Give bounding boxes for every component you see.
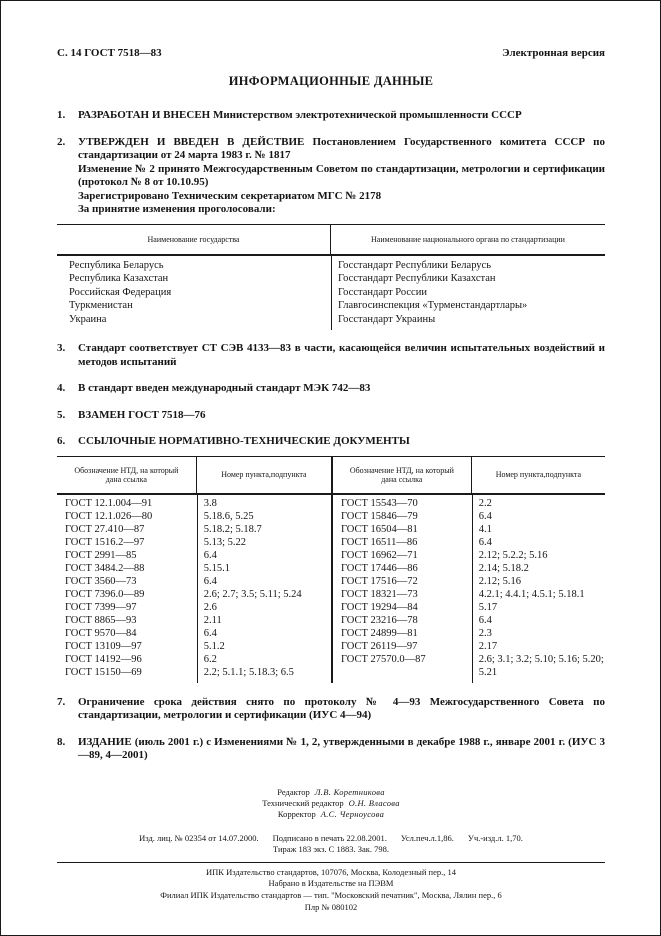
reference-points-cell: 6.4 [203,549,217,561]
state-cell: Туркменистан [69,300,133,311]
reference-points-cell: 2.2 [478,497,492,509]
reference-doc-cell: ГОСТ 3560—73 [65,575,137,587]
reference-doc-cell: ГОСТ 15846—79 [341,510,418,522]
reference-row [333,653,605,679]
reference-points-cell: 6.2 [203,653,217,665]
reference-points-cell: 6.4 [478,510,492,522]
state-cell: Российская Федерация [69,286,172,298]
reference-doc-cell: ГОСТ 8865—93 [65,614,137,626]
imprint-line-1 [57,833,605,845]
reference-points-cell: 2.6; 3.1; 3.2; 5.10; 5.16; 5.20; 5.21 [478,653,604,678]
voting-table-row [57,313,605,327]
voting-table [57,224,605,331]
reference-points-cell: 2.17 [478,640,498,652]
reference-row [57,666,331,679]
reference-points-cell: 6.4 [478,536,492,548]
reference-doc-cell: ГОСТ 17446—86 [341,562,418,574]
editor-line [57,787,605,798]
reference-row [333,588,605,601]
item-number: 1. [57,109,66,121]
editor-name: Л.В. Коретникова [314,786,385,797]
references-table-right [331,457,605,683]
item-paragraph: Стандарт соответствует СТ СЭВ 4133—83 в части, касающейся величин испытательных воздействий и методов испытаний [78,342,605,368]
reference-doc-cell: ГОСТ 24899—81 [341,627,418,639]
voting-header-org [331,225,605,254]
info-item-7 [57,696,605,723]
editor-role: Корректор [277,808,316,819]
reference-doc-cell: ГОСТ 16962—71 [341,549,418,561]
references-header-points-label: Номер пункта,подпункта [221,470,307,479]
reference-doc-cell: ГОСТ 15543—70 [341,497,418,509]
publisher-line: Набрано в Издательстве на ПЭВМ [268,878,394,888]
references-header-right [333,457,605,495]
info-item-6 [57,435,605,449]
reference-row [57,562,331,575]
item-text [78,342,605,369]
reference-doc-cell: ГОСТ 7396.0—89 [65,588,145,600]
reference-points-cell: 6.4 [203,575,217,587]
reference-row [57,510,331,523]
reference-points-cell: 5.13; 5.22 [203,536,247,548]
voting-header-org-label: Наименование национального органа по стандартизации [371,234,565,244]
references-header-left [57,457,331,495]
reference-doc-cell: ГОСТ 1516.2—97 [65,536,145,548]
reference-points-cell: 2.6; 2.7; 3.5; 5.11; 5.24 [203,588,302,600]
reference-row [57,601,331,614]
reference-row [333,627,605,640]
references-table [57,456,605,683]
reference-points-cell: 6.4 [478,614,492,626]
references-header-points [197,457,331,493]
item-paragraph: ИЗДАНИЕ (июль 2001 г.) с Изменениями № 1, 2, утвержденными в декабре 1988 г., январе 2001 г. (ИУС 3—89, 4—2001) [78,735,605,761]
page-header [57,47,605,59]
voting-table-row [57,272,605,286]
info-item-8 [57,736,605,763]
reference-row [57,653,331,666]
reference-points-cell: 5.18.2; 5.18.7 [203,523,262,535]
item-text [78,109,605,123]
reference-doc-cell: ГОСТ 17516—72 [341,575,418,587]
reference-row [333,523,605,536]
publisher-line: Филиал ИПК Издательство стандартов — тип. "Московский печатник", Москва, Лялин пер., 6 [160,889,502,900]
item-text [78,435,605,449]
editor-line [57,798,605,809]
reference-points-cell: 2.6 [203,601,217,613]
item-paragraph: В стандарт введен международный стандарт МЭК 742—83 [78,382,371,394]
org-cell: Госстандарт Республики Беларусь [338,259,492,271]
reference-row [57,640,331,653]
reference-doc-cell: ГОСТ 23216—78 [341,614,418,626]
info-item-4 [57,382,605,396]
item-number: 8. [57,735,66,748]
reference-points-cell: 2.3 [478,627,492,639]
reference-points-cell: 6.4 [203,627,217,639]
references-header-doc [57,457,197,493]
item-paragraph: РАЗРАБОТАН И ВНЕСЕН Министерством электротехнической промышленности СССР [78,109,522,121]
state-cell: Украина [69,313,107,325]
imprint-block [57,833,605,856]
org-cell: Госстандарт Украины [338,313,436,325]
item-number: 4. [57,382,66,394]
editor-name: А.С. Черноусова [320,808,385,819]
imprint-segment: Уч.-изд.л. 1,70. [467,832,523,843]
editor-name: О.Н. Власова [348,797,400,808]
item-number: 2. [57,135,66,148]
references-header-points [472,457,605,493]
voting-table-body [57,256,605,331]
publisher-line: Плр № 080102 [304,902,358,912]
page-title: ИНФОРМАЦИОННЫЕ ДАННЫЕ [228,74,434,88]
references-table-left [57,457,331,683]
reference-points-cell: 2.12; 5.16 [478,575,522,587]
reference-doc-cell: ГОСТ 9570—84 [65,627,137,639]
reference-points-cell: 4.1 [478,523,492,535]
reference-row [333,640,605,653]
item-text [78,136,605,217]
reference-doc-cell: ГОСТ 27.410—87 [65,523,145,535]
reference-doc-cell: ГОСТ 3484.2—88 [65,562,145,574]
imprint-segment: Усл.печ.л.1,86. [400,832,454,843]
reference-doc-cell: ГОСТ 15150—69 [65,666,142,678]
item-paragraph: ВЗАМЕН ГОСТ 7518—76 [78,408,206,421]
reference-row [57,588,331,601]
item-paragraph: Ограничение срока действия снято по протоколу № 4—93 Межгосударственного Совета по стандартизации, метрологии и сертификации (ИУС 4—94) [78,695,605,721]
reference-row [333,614,605,627]
info-item-1 [57,109,605,123]
reference-row [333,575,605,588]
reference-row [333,536,605,549]
editor-role: Редактор [277,786,310,797]
reference-row [333,549,605,562]
reference-doc-cell: ГОСТ 13109—97 [65,640,142,652]
reference-points-cell: 2.12; 5.2.2; 5.16 [478,549,548,561]
references-body-left [57,495,331,683]
reference-row [57,497,331,510]
reference-points-cell: 5.1.2 [203,640,225,652]
item-text [78,696,605,723]
editor-line [57,809,605,820]
item-paragraph: За принятие изменения проголосовали: [78,203,276,215]
state-cell: Республика Беларусь [69,259,164,271]
publisher-line: ИПК Издательство стандартов, 107076, Москва, Колодезный пер., 14 [206,866,456,877]
org-cell: Госстандарт Республики Казахстан [338,273,496,284]
reference-doc-cell: ГОСТ 27570.0—87 [341,653,426,665]
item-text [78,382,605,396]
reference-points-cell: 4.2.1; 4.4.1; 4.5.1; 5.18.1 [478,588,585,600]
imprint-line-2: Тираж 183 экз. С 1883. Зак. 798. [272,844,390,854]
item-paragraph: Зарегистрировано Техническим секретариатом МГС № 2178 [78,189,382,202]
item-paragraph: ССЫЛОЧНЫЕ НОРМАТИВНО-ТЕХНИЧЕСКИЕ ДОКУМЕНТЫ [78,435,410,447]
reference-points-cell: 5.17 [478,601,498,613]
item-text [78,409,605,423]
editors-block [57,787,605,820]
reference-points-cell: 2.14; 5.18.2 [478,562,529,574]
reference-row [333,562,605,575]
page-header-left: С. 14 ГОСТ 7518—83 [57,47,162,59]
voting-header-state-label: Наименование государства [147,234,240,244]
item-text [78,736,605,763]
reference-doc-cell: ГОСТ 14192—96 [65,653,142,665]
reference-doc-cell: ГОСТ 26119—97 [341,640,418,652]
publisher-block [57,867,605,914]
item-paragraph: Изменение № 2 принято Межгосударственным Советом по стандартизации, метрологии и сертификации (протокол № 8 от 10.10.95) [78,162,605,188]
item-paragraph: УТВЕРЖДЕН И ВВЕДЕН В ДЕЙСТВИЕ Постановлением Государственного комитета СССР по стандартизации от 24 марта 1983 г. № 1817 [78,135,605,161]
reference-row [333,497,605,510]
colophon [57,787,605,914]
reference-doc-cell: ГОСТ 12.1.004—91 [65,497,153,509]
voting-table-row [57,299,605,313]
reference-row [57,523,331,536]
reference-doc-cell: ГОСТ 16511—86 [341,536,418,548]
reference-doc-cell: ГОСТ 12.1.026—80 [65,510,153,522]
reference-points-cell: 2.11 [203,614,222,626]
references-header-points-label: Номер пункта,подпункта [495,470,582,479]
voting-table-header [57,225,605,256]
info-item-5 [57,409,605,423]
editor-role: Технический редактор [262,797,344,808]
reference-row [57,627,331,640]
reference-points-cell: 5.15.1 [203,562,230,574]
reference-row [57,549,331,562]
voting-table-row [57,259,605,273]
reference-row [333,601,605,614]
imprint-segment: Подписано в печать 22.08.2001. [272,832,387,843]
org-cell: Главгосинспекция «Турменстандартлары» [338,300,528,311]
reference-row [57,536,331,549]
references-header-doc-label: Обозначение НТД, на который дана ссылка [74,465,179,484]
reference-points-cell: 3.8 [203,497,217,509]
reference-doc-cell: ГОСТ 7399—97 [65,601,137,613]
reference-points-cell: 5.18.6, 5.25 [203,510,254,522]
voting-table-row [57,286,605,300]
reference-doc-cell: ГОСТ 2991—85 [65,549,137,561]
reference-doc-cell: ГОСТ 16504—81 [341,523,418,535]
state-cell: Республика Казахстан [69,273,169,284]
info-item-2 [57,136,605,217]
org-cell: Госстандарт России [338,286,427,298]
reference-doc-cell: ГОСТ 19294—84 [341,601,418,613]
references-header-doc-label: Обозначение НТД, на который дана ссылка [349,465,454,484]
info-item-3 [57,342,605,369]
item-number: 3. [57,342,66,354]
page-header-right: Электронная версия [502,47,605,59]
colophon-divider [57,862,605,863]
item-number: 6. [57,435,66,447]
reference-row [57,614,331,627]
references-header-doc [333,457,472,493]
reference-doc-cell: ГОСТ 18321—73 [341,588,418,600]
reference-row [333,510,605,523]
reference-points-cell: 2.2; 5.1.1; 5.18.3; 6.5 [203,666,294,678]
reference-row [57,575,331,588]
item-number: 7. [57,695,66,708]
item-number: 5. [57,408,66,421]
references-body-right [333,495,605,683]
imprint-segment: Изд. лиц. № 02354 от 14.07.2000. [139,832,259,843]
voting-header-state [57,225,331,254]
